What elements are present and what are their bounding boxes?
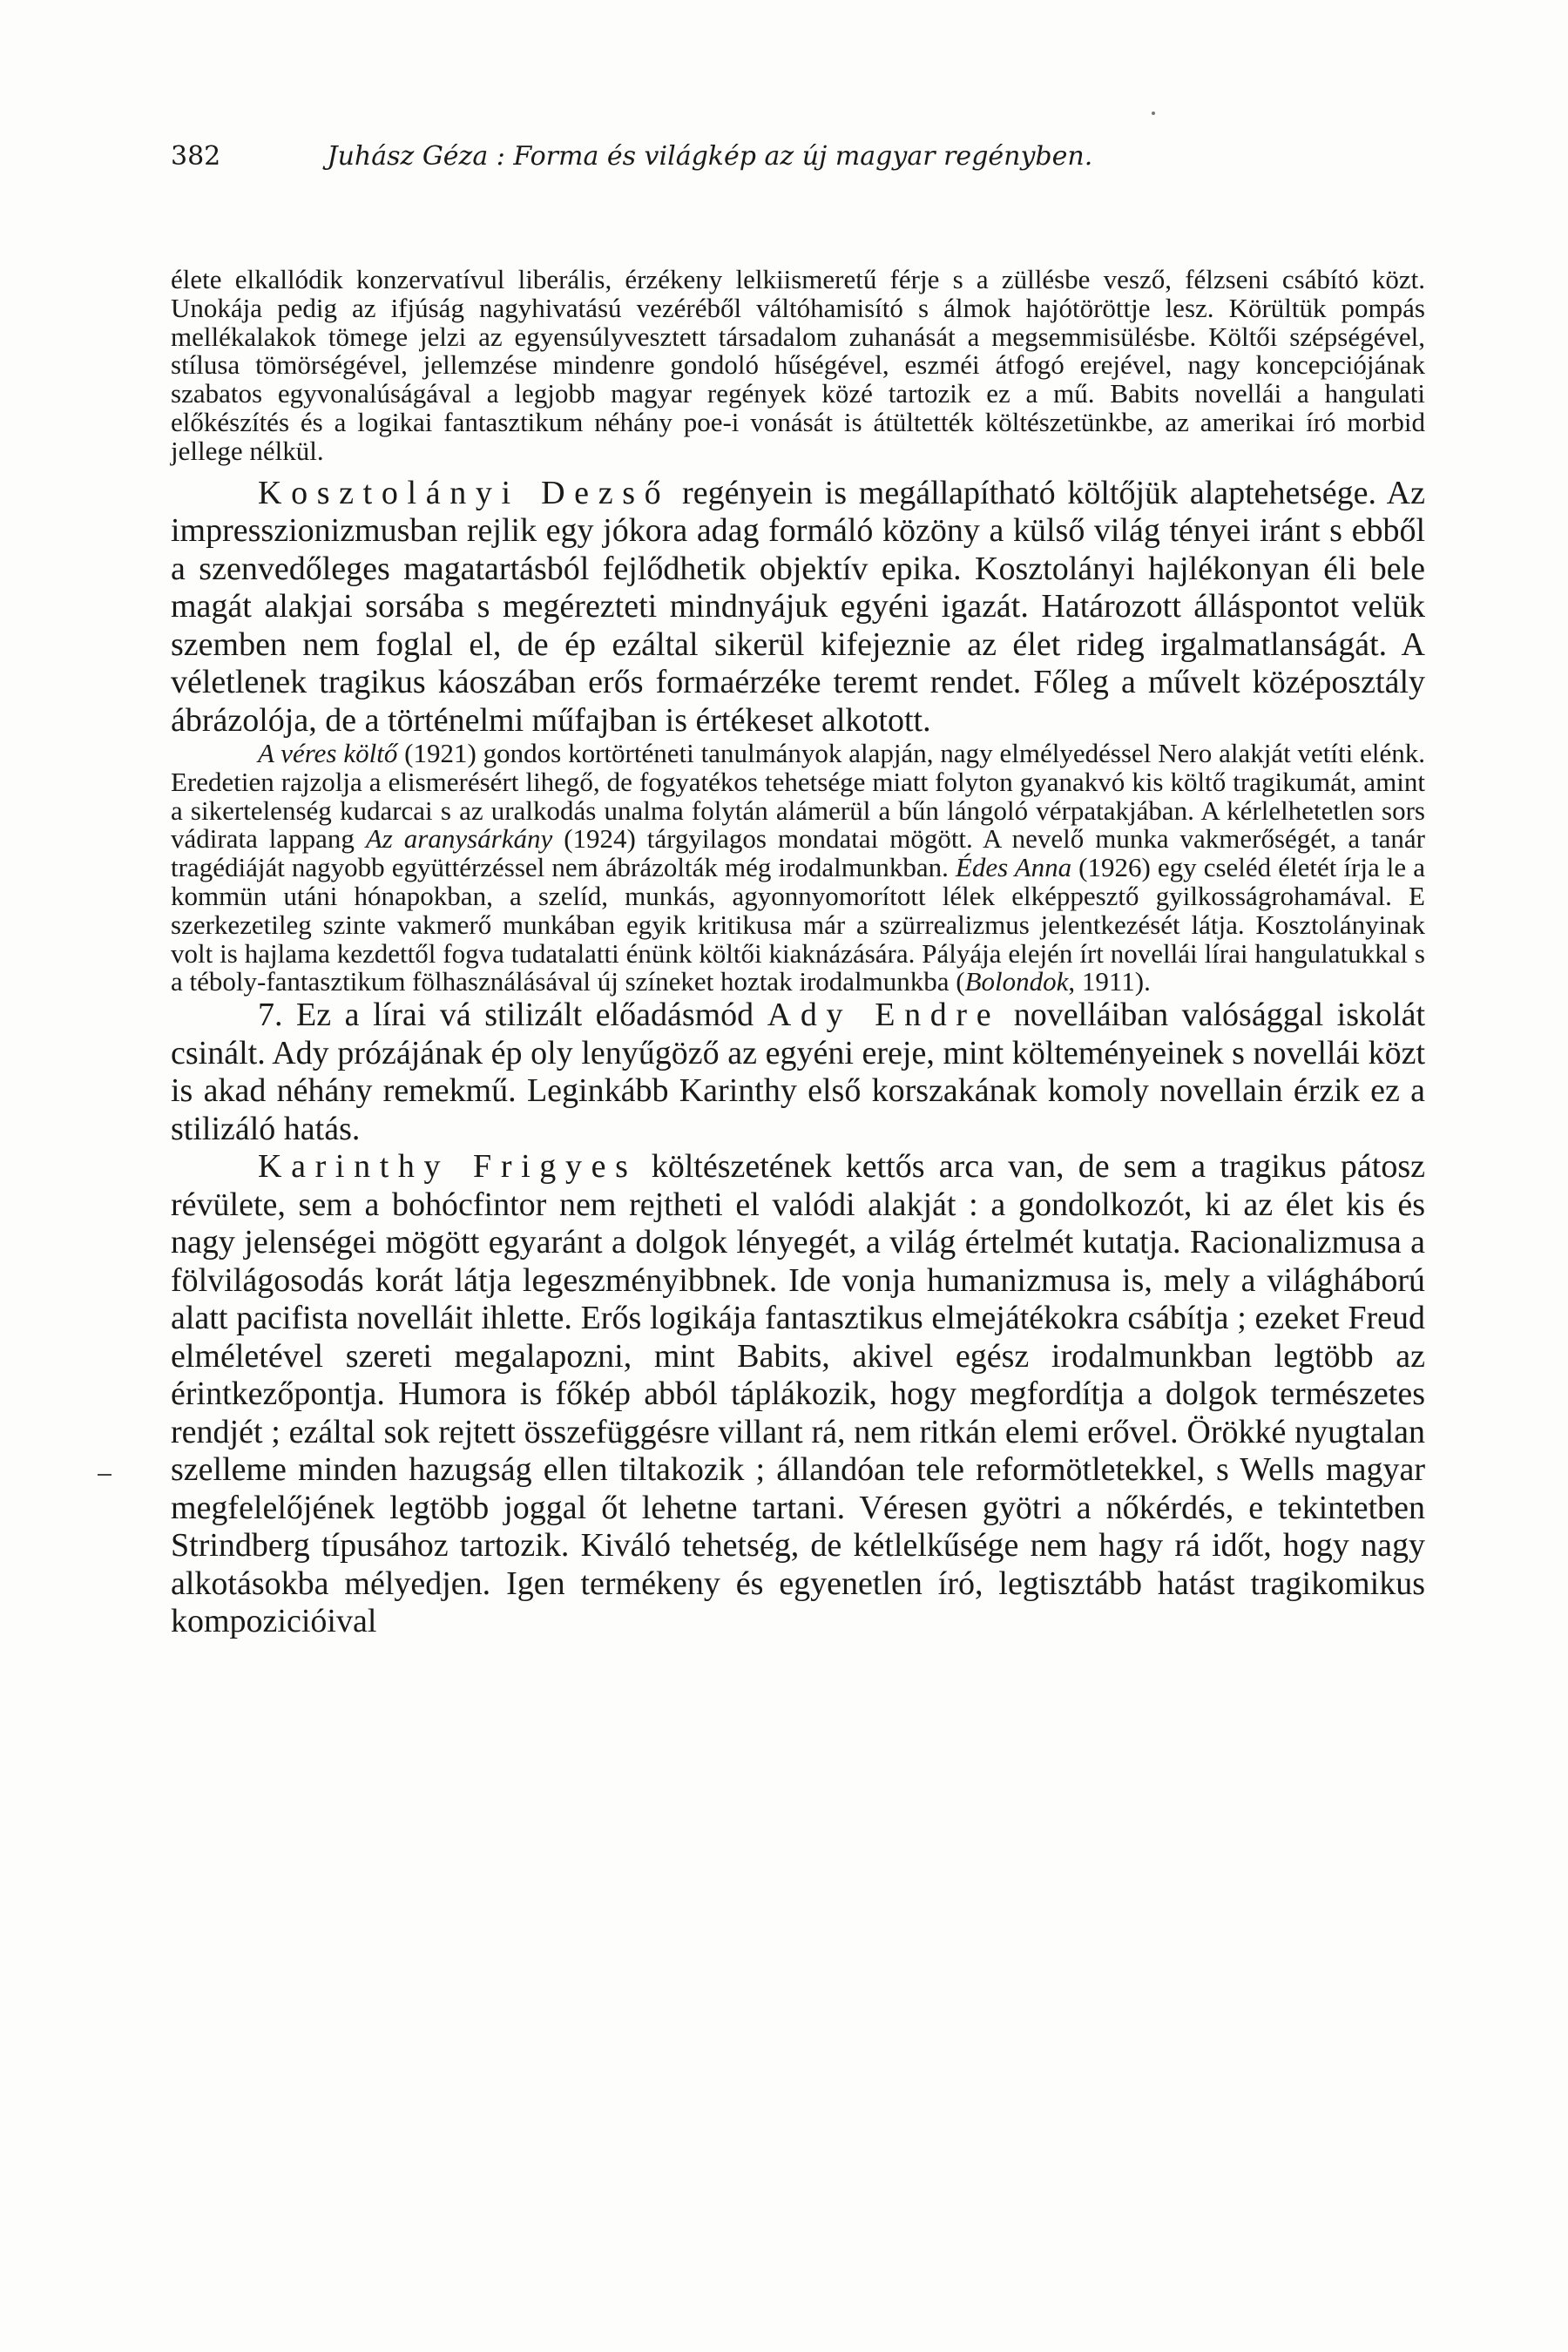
running-title: Juhász Géza : Forma és világkép az új magyar regényben. [327, 141, 1093, 172]
works-text-3: (1926) egy cseléd életét írja le a kommün utáni hónapokban, a szelíd, munkás, agyonnyomorított lélek elképpesztő gyilkosságrohamával. E szerkezetileg szinte vakmerő munkában egyik kritikusa már a szürrealizmus jelentkezését látja. Kosztolányinak volt is hajlama kezdettől fogva tudatalatti énünk költői kiaknázására. Pályája elején írt novellái lírai hangulatukkal s a téboly-fantasztikum fölhasználásával új színeket hoztak irodalmunkba ( [171, 852, 1425, 997]
paragraph-kosztolanyi-works [171, 740, 1425, 997]
works-text-4: , 1911). [1068, 966, 1151, 997]
paragraph-karinthy-text: költészetének kettős arca van, de sem a tragikus pátosz révülete, sem a bohócfintor nem rejtheti el valódi alakját : a gondolkozót, ki az élet kis és nagy jelenségei mögött egyaránt a dolgok lényegét, a világ értelmét kutatja. Racionalizmusa a fölvilágosodás korát látja legeszményibbnek. Ide vonja humanizmusa is, mely a világháború alatt pacifista novelláit ihlette. Erős logikája fantasztikus elmejátékokra csábítja ; ezeket Freud elméletével szereti megalapozni, mint Babits, akivel egész irodalmunkban legtöbb az érintkezőpontja. Humora is főkép abból táplákozik, hogy megfordítja a dolgok természetes rendjét ; ezáltal sok rejtett összefüggésre villant rá, nem ritkán elemi erővel. Örökké nyugtalan szelleme minden hazugság ellen tiltakozik ; állandóan tele reformötletekkel, s Wells magyar megfelelőjének legtöbb joggal őt lehetne tartani. Véresen gyötri a nőkérdés, e tekintetben Strindberg típusához tartozik. Kiváló tehetség, de kétlelkűsége nem hagy rá időt, hogy nagy alkotásokba mélyedjen. Igen termékeny és egyenetlen író, legtisztább hatást tragikomikus kompozicióival [171, 1148, 1425, 1640]
running-header [171, 139, 1425, 174]
print-speck [1152, 112, 1155, 115]
work-title-aranysarkany: Az aranysárkány [365, 823, 553, 855]
author-name-kosztolanyi: Kosztolányi Dezső [258, 474, 671, 511]
page-number: 382 [171, 141, 221, 172]
work-title-bolondok: Bolondok [964, 966, 1069, 997]
paragraph-kosztolanyi [171, 475, 1425, 740]
section-lead-ady: 7. Ez a lírai vá stilizált előadásmód [258, 997, 767, 1034]
work-title-veres-kolto: A véres költő [258, 738, 398, 769]
paragraph-babits-end: élete elkallódik konzervatívul liberális, érzékeny lelkiismeretű férje s a züllésbe vesző, félzseni csábító közt. Unokája pedig az ifjúság nagyhivatású vezéréből váltóhamisító s álmok hajótöröttje lesz. Körültük pompás mellékalakok tömege jelzi az egyensúlyvesztett társadalom zuhanását a megsemmisülésbe. Költői szépségével, stílusa tömörségével, jellemzése mindenre gondoló hűségével, eszméi átfogó erejével, nagy koncepciójának szabatos egyvonalúságával a legjobb magyar regények közé tartozik ez a mű. Babits novellái a hangulati előkészítés és a logikai fantasztikum néhány poe-i vonását is átültették költészetünkbe, az amerikai író morbid jellege nélkül. [171, 264, 1425, 466]
paragraph-karinthy [171, 1148, 1425, 1641]
work-title-edes-anna: Édes Anna [955, 852, 1072, 883]
works-text-1: (1921) gondos kortörténeti tanulmányok alapján, nagy elmélyedéssel Nero alakját vetíti elénk. Eredetien rajzolja a elismerésért lihegő, de fogyatékos tehetsége miatt folyton gyanakvó kis költő tragikumát, amint a sikertelenség kudarcai s az uralkodás unalma folytán alámerül a bűn lángoló vérpatakjában. A kérlelhetetlen sors vádirata lappang [171, 738, 1425, 855]
paragraph-ady-text: novelláiban valósággal iskolát csinált. Ady prózájának ép oly lenyűgöző az egyéni ereje, mint költeményeinek s novellái közt is akad néhány remekmű. Leginkább Karinthy első korszakának komoly novellain érzik ez a stilizáló hatás. [171, 997, 1426, 1147]
author-name-karinthy: Karinthy Frigyes [258, 1148, 638, 1186]
paragraph-kosztolanyi-text: regényein is megállapítható költőjük alaptehetsége. Az impresszionizmusban rejlik egy jókora adag formáló közöny a külső világ tényei iránt s ebből a szenvedőleges magatartásból fejlődhetik objektív epika. Kosztolányi hajlékonyan éli bele magát alakjai sorsába s megérezteti mindnyájuk egyéni igazát. Határozott álláspontot velük szemben nem foglal el, de ép ezáltal sikerül kifejeznie az élet rideg irgalmatlanságát. A véletlenek tragikus káoszában erős formaérzéke teremt rendet. Főleg a művelt középosztály ábrázolója, de a történelmi műfajban is értékeset alkotott. [171, 474, 1425, 739]
page-body [171, 266, 1425, 1641]
paragraph-ady [171, 997, 1425, 1148]
margin-dash-mark [98, 1474, 112, 1476]
works-text-2: (1924) tárgyilagos mondatai mögött. A nevelő munka vakmerőségét, a tanár tragédiáját nagyobb együttérzéssel nem ábrázolták még irodalmunkban. [171, 823, 1425, 883]
author-name-ady: Ady Endre [767, 997, 1001, 1034]
